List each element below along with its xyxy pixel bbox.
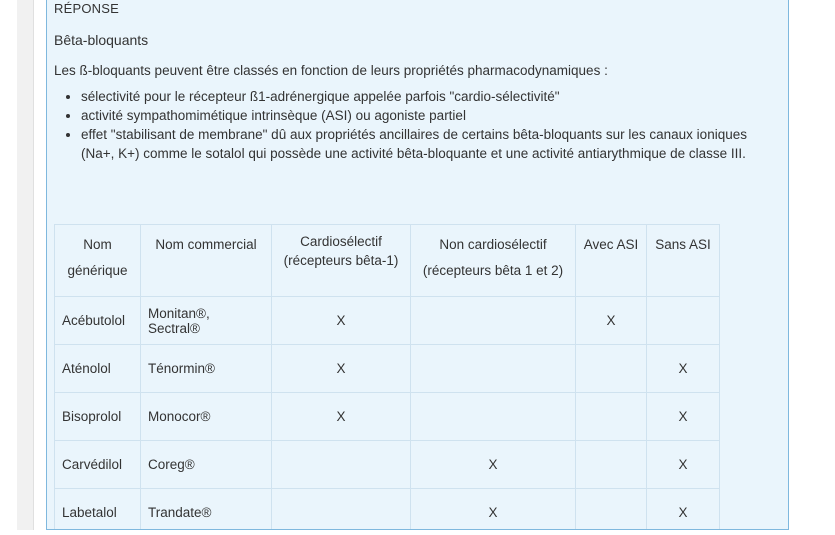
table-row xyxy=(55,489,720,531)
cell-generic: Carvédilol xyxy=(55,441,141,489)
cell-brand: Coreg® xyxy=(141,441,272,489)
cell-cardioselective: X xyxy=(272,345,411,393)
table-row xyxy=(55,297,720,345)
list-item: • sélectivité pour le récepteur ß1-adrénergique appelée parfois "cardio-sélectivité" xyxy=(81,87,761,106)
cell-without-asi: X xyxy=(647,489,720,531)
header-generic-name: Nom générique xyxy=(55,225,141,297)
left-gutter xyxy=(17,0,34,530)
response-label: RÉPONSE xyxy=(54,1,119,16)
cell-with-asi xyxy=(576,441,647,489)
cell-generic: Aténolol xyxy=(55,345,141,393)
answer-panel xyxy=(46,0,789,530)
cell-with-asi xyxy=(576,489,647,531)
cell-without-asi: X xyxy=(647,393,720,441)
properties-list xyxy=(54,87,761,163)
cell-with-asi xyxy=(576,393,647,441)
header-without-asi: Sans ASI xyxy=(647,225,720,297)
intro-text: Les ß-bloquants peuvent être classés en fonction de leurs propriétés pharmacodynamiques : xyxy=(54,63,608,78)
cell-non-cardioselective: X xyxy=(411,441,576,489)
cell-with-asi xyxy=(576,345,647,393)
header-cardioselective: Cardiosélectif (récepteurs bêta-1) xyxy=(272,225,411,297)
table-row xyxy=(55,345,720,393)
cell-cardioselective xyxy=(272,441,411,489)
cell-generic: Labetalol xyxy=(55,489,141,531)
cell-non-cardioselective: X xyxy=(411,489,576,531)
table-header-row xyxy=(55,225,720,297)
cell-cardioselective: X xyxy=(272,297,411,345)
cell-brand: Monitan®, Sectral® xyxy=(141,297,272,345)
cell-without-asi: X xyxy=(647,441,720,489)
cell-non-cardioselective xyxy=(411,297,576,345)
cell-cardioselective xyxy=(272,489,411,531)
header-non-cardioselective: Non cardiosélectif (récepteurs bêta 1 et 2) xyxy=(411,225,576,297)
section-title: Bêta-bloquants xyxy=(54,32,149,48)
list-item: • activité sympathomimétique intrinsèque (ASI) ou agoniste partiel xyxy=(81,106,761,125)
list-item: • effet "stabilisant de membrane" dû aux propriétés ancillaires de certains bêta-bloquants sur les canaux ioniques (Na+, K+) comme le sotalol qui possède une activité bêta-bloquante et une activité antiarythmique de classe III. xyxy=(81,125,761,163)
cell-generic: Acébutolol xyxy=(55,297,141,345)
cell-brand: Ténormin® xyxy=(141,345,272,393)
cell-brand: Trandate® xyxy=(141,489,272,531)
cell-cardioselective: X xyxy=(272,393,411,441)
header-with-asi: Avec ASI xyxy=(576,225,647,297)
cell-brand: Monocor® xyxy=(141,393,272,441)
cell-without-asi: X xyxy=(647,345,720,393)
cell-generic: Bisoprolol xyxy=(55,393,141,441)
cell-without-asi xyxy=(647,297,720,345)
cell-non-cardioselective xyxy=(411,345,576,393)
cell-with-asi: X xyxy=(576,297,647,345)
table-row xyxy=(55,441,720,489)
beta-blockers-table xyxy=(54,224,720,530)
cell-non-cardioselective xyxy=(411,393,576,441)
header-brand-name: Nom commercial xyxy=(141,225,272,297)
table-row xyxy=(55,393,720,441)
